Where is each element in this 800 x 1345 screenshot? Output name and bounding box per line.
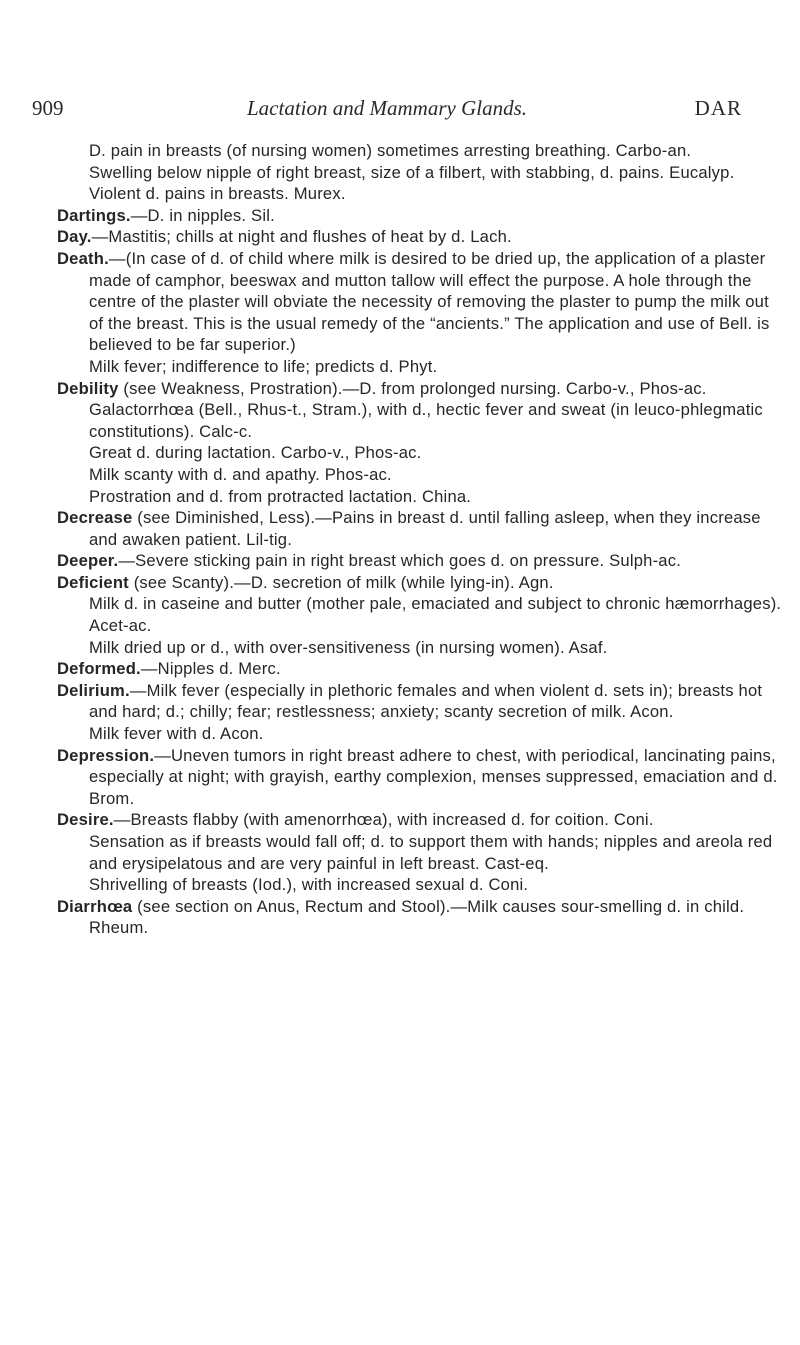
entry-text: Sensation as if breasts would fall off; d. to support them with hands; nipples and areola red and erysipelatous and are very painful in left breast. Cast-eq. (89, 832, 773, 873)
sub-entry (57, 464, 785, 486)
entry-text: Milk fever with d. Acon. (89, 724, 264, 744)
headword-entry (57, 378, 785, 400)
headword: Delirium. (57, 680, 130, 700)
headword: Deeper. (57, 551, 119, 571)
entry-text: (see Diminished, Less).—Pains in breast d. until falling asleep, when they increase and awaken patient. Lil-tig. (89, 508, 761, 549)
sub-entry (57, 723, 785, 745)
entry-text: —Severe sticking pain in right breast which goes d. on pressure. Sulph-ac. (118, 551, 682, 571)
entry-text: Great d. during lactation. Carbo-v., Phos-ac. (89, 443, 422, 463)
entry-text: (see Weakness, Prostration).—D. from prolonged nursing. Carbo-v., Phos-ac. (118, 378, 707, 398)
headword: Desire. (57, 810, 114, 830)
sub-entry (57, 831, 785, 874)
entry-text: Prostration and d. from protracted lactation. China. (89, 486, 472, 506)
running-head (32, 96, 742, 122)
sub-entry (57, 183, 785, 205)
entry-text: Shrivelling of breasts (Iod.), with increased sexual d. Coni. (89, 875, 529, 895)
sub-entry (57, 356, 785, 378)
headword-entry (57, 226, 785, 248)
entry-text: (see Scanty).—D. secretion of milk (while lying-in). Agn. (128, 572, 554, 592)
sub-entry (57, 399, 785, 442)
headword-entry (57, 550, 785, 572)
sub-entry (57, 637, 785, 659)
headword: Deficient (57, 572, 129, 592)
headword-entry (57, 248, 785, 356)
headword-entry (57, 658, 785, 680)
page-number: 909 (32, 96, 64, 120)
entry-text: Milk fever; indifference to life; predicts d. Phyt. (89, 356, 438, 376)
headword-entry (57, 507, 785, 550)
entry-text: Galactorrhœa (Bell., Rhus-t., Stram.), with d., hectic fever and sweat (in leuco-phlegmatic constitutions). Calc-c. (89, 400, 763, 441)
entry-text: Milk scanty with d. and apathy. Phos-ac. (89, 464, 392, 484)
entry-text: —Uneven tumors in right breast adhere to chest, with periodical, lancinating pains, especially at night; with grayish, earthy complexion, menses suppressed, emaciation and d. Brom. (89, 745, 778, 808)
entry-text: —Nipples d. Merc. (140, 659, 281, 679)
sub-entry (57, 140, 785, 162)
sub-entry (57, 486, 785, 508)
entry-text: —Breasts flabby (with amenorrhœa), with increased d. for coition. Coni. (113, 810, 654, 830)
headword-entry (57, 745, 785, 810)
entry-text: —D. in nipples. Sil. (130, 205, 275, 225)
sub-entry (57, 162, 785, 184)
headword: Decrease (57, 508, 133, 528)
entry-text: Milk dried up or d., with over-sensitiveness (in nursing women). Asaf. (89, 637, 608, 657)
entry-text: Violent d. pains in breasts. Murex. (89, 184, 346, 204)
chapter-title: Lactation and Mammary Glands. (247, 96, 527, 120)
headword: Deformed. (57, 659, 141, 679)
headword: Depression. (57, 745, 155, 765)
headword-entry (57, 205, 785, 227)
headword-entry (57, 572, 785, 594)
entry-text: D. pain in breasts (of nursing women) sometimes arresting breathing. Carbo-an. (89, 141, 692, 160)
headword-entry (57, 896, 785, 939)
headword-entry (57, 809, 785, 831)
section-abbreviation: DAR (694, 96, 742, 120)
headword-entry (57, 680, 785, 723)
headword: Debility (57, 378, 119, 398)
headword: Day. (57, 227, 92, 247)
headword: Dartings. (57, 205, 131, 225)
entry-text: Swelling below nipple of right breast, size of a filbert, with stabbing, d. pains. Eucalyp. (89, 162, 735, 182)
sub-entry (57, 593, 785, 636)
headword: Diarrhœa (57, 896, 133, 916)
entry-text: —(In case of d. of child where milk is desired to be dried up, the application of a plaster made of camphor, beeswax and mutton tallow will effect the purpose. A hole through the centre of the plaster will obviate the necessity of removing the plaster to pump the milk out of the breast. This is the usual remedy of the “ancients.” The application and use of Bell. is believed to be far superior.) (89, 248, 770, 355)
sub-entry (57, 874, 785, 896)
sub-entry (57, 442, 785, 464)
entry-text: (see section on Anus, Rectum and Stool).—Milk causes sour-smelling d. in child. Rheum. (89, 896, 745, 938)
entry-text: Milk d. in caseine and butter (mother pale, emaciated and subject to chronic hæmorrhages). Acet-ac. (89, 594, 782, 636)
entry-text: —Mastitis; chills at night and flushes of heat by d. Lach. (91, 227, 512, 247)
headword: Death. (57, 248, 109, 268)
entry-list (57, 140, 785, 939)
entry-text: —Milk fever (especially in plethoric females and when violent d. sets in); breasts hot and hard; d.; chilly; fear; restlessness; anxiety; scanty secretion of milk. Acon. (89, 680, 763, 722)
